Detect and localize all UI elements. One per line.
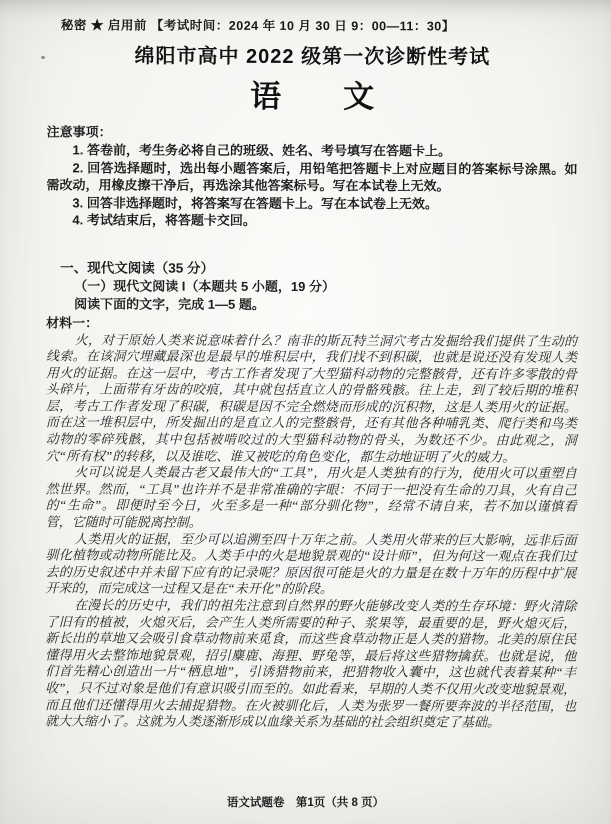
reading-instruction: 阅读下面的文字，完成 1—5 题。: [74, 295, 265, 312]
exam-header-line: 秘密 ★ 启用前 【考试时间：2024 年 10 月 30 日 9：00—11：30】: [60, 18, 455, 34]
subsection-heading: （一）现代文阅读 I（本题共 5 小题，19 分）: [74, 277, 335, 294]
notice-heading: 注意事项：: [46, 124, 112, 140]
notice-item-2: 2. 回答选择题时，选出每小题答案后，用铅笔把答题卡上对应题目的答案标号涂黑。如需改动，用橡皮擦干净后，再选涂其他答案标号。写在本试卷上无效。: [46, 159, 578, 194]
material-paragraph-4: 在漫长的历史中，我们的祖先注意到自然界的野火能够改变人类的生存环境：野火清除了旧有的植被，火熄灭后，会产生人类所需要的种子、浆果等，最重要的是，野火熄灭后，新长出的草地又会吸引食草动物前来觅食，而这些食草动物正是人类的猎物。北美的原住民懂得用火去整饰地貌景观，招引麋鹿、海狸、野兔等，最后将这些猎物擒获。也就是说，他们首先精心创造出一片“栖息地”，引诱猎物前来，把猎物收入囊中，这也就代表着某种“丰收”，只不过对象是他们有意识吸引而至的。如此看来，早期的人类不仅用火改变地貌景观，而且他们还懂得用火去捕捉猎物。在火被驯化后，人类为张罗一餐所要奔波的半径范围，也就大大缩小了。这就为人类逐渐形成以血缘关系为基础的社会组织奠定了基础。: [45, 597, 577, 730]
section-heading: 一、现代文阅读（35 分）: [60, 259, 215, 276]
subject-title: 语 文: [250, 78, 375, 115]
page-footer: 语文试题卷 第1页（共 8 页）: [226, 797, 385, 809]
material-paragraph-3: 人类用火的证据，至少可以追溯至四十万年之前。人类用火带来的巨大影响，远非后面驯化植物或动物所能比及。人类手中的火是地貌景观的“设计师”，但为何这一观点在我们过去的历史叙述中并未留下应有的记录呢？原因很可能是火的力量是在数十万年的历程中扩展开来的，而完成这一过程又是在“未开化”的阶段。: [45, 531, 577, 597]
exam-title: 绵阳市高中 2022 级第一次诊断性考试: [134, 45, 491, 69]
material-paragraph-2: 火可以说是人类最古老又最伟大的“工具”，用火是人类独有的行为，使用火可以重塑自然世界。然而，“工具”也许并不是非常准确的字眼：不同于一把没有生命的刀具，火有自己的“生命”。即便时至今日，火至多是一种“部分驯化物”，经常不请自来，若不加以谨慎看管，它随时可能脱离控制。: [45, 464, 577, 530]
material-label: 材料一：: [46, 314, 99, 330]
material-paragraph-1: 火，对于原始人类来说意味着什么？南非的斯瓦特兰洞穴考古发掘给我们提供了生动的线索。在该洞穴埋藏最深也是最早的堆积层中，我们找不到积碳，也就是说还没有发现人类用火的证据。在这一层中，考古工作者发现了大型猫科动物的完整骸骨，还有许多零散的骨头碎片，上面带有牙齿的咬痕，其中就包括直立人的骨骼残骸。往上走，到了较后期的堆积层，考古工作者发现了积碳，积碳是因不完全燃烧而形成的沉积物，这是人类用火的证据。而在这一堆积层中，所发掘出的是直立人的完整骸骨，还有其他各种哺乳类、爬行类和鸟类动物的零碎残骸，其中包括被啃咬过的大型猫科动物的骨头，为数还不少。由此观之，洞穴“所有权”的转移，以及谁吃、谁又被吃的角色变化，都生动地证明了火的威力。: [45, 331, 578, 465]
notice-item-4: 4. 考试结束后，将答题卡交回。: [72, 212, 256, 228]
reading-section: [45, 259, 577, 732]
material-text: [45, 332, 577, 732]
notice-item-3: 3. 回答非选择题时，将答案写在答题卡上。写在本试卷上无效。: [72, 194, 438, 211]
notice-section: [46, 123, 577, 230]
notice-item-1: 1. 答卷前，考生务必将自己的班级、姓名、考号填写在答题卡上。: [72, 142, 452, 159]
